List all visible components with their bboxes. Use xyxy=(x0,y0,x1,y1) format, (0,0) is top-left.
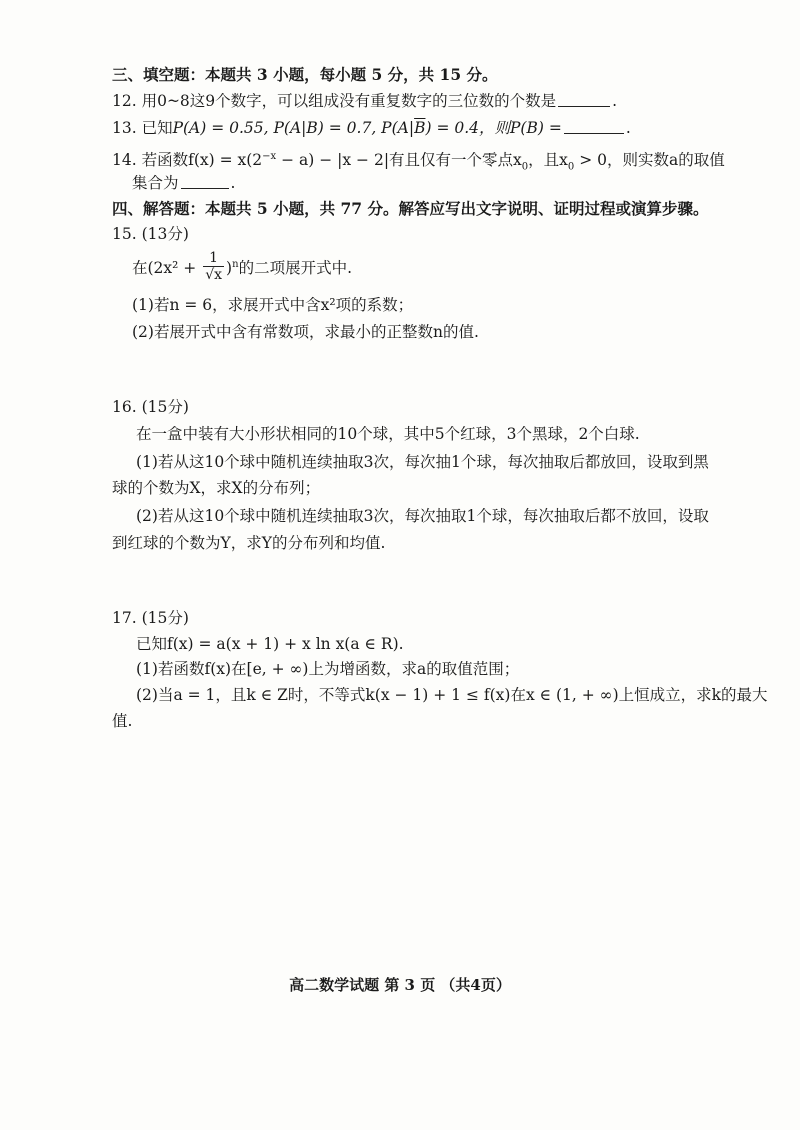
q17-part2-line2: 值. xyxy=(112,712,133,730)
q14-answer-blank[interactable] xyxy=(181,174,229,189)
q15-part2: (2)若展开式中含有常数项，求最小的正整数n的值. xyxy=(132,323,479,341)
question-13 xyxy=(112,117,631,139)
q17-part1: (1)若函数f(x)在[e, + ∞)上为增函数，求a的取值范围； xyxy=(136,660,520,678)
question-12 xyxy=(112,90,617,112)
q15-fraction xyxy=(203,251,224,283)
q13-end: . xyxy=(625,119,631,137)
q14-end: . xyxy=(230,174,236,192)
q13-expr: P(A) = 0.55, P(A|B) = 0.7, P(A| xyxy=(172,119,415,137)
q14-line2-text: 集合为 xyxy=(132,174,179,192)
q14-part-d: > 0，则实数a的取值 xyxy=(574,151,725,170)
q17-stem: 已知f(x) = a(x + 1) + x ln x(a ∈ R). xyxy=(136,635,404,653)
section4-heading: 四、解答题：本题共 5 小题，共 77 分。解答应写出文字说明、证明过程或演算步骤。 xyxy=(112,199,709,218)
q15-stem-sup: n xyxy=(232,259,239,270)
q12-answer-blank[interactable] xyxy=(558,92,610,107)
q15-stem-b: ) xyxy=(226,259,233,278)
q15-frac-den: √x xyxy=(205,267,223,284)
q17-header: 17. (15分) xyxy=(112,609,189,627)
q17-part2-line1: (2)当a = 1，且k ∈ Z时，不等式k(x − 1) + 1 ≤ f(x)在x ∈ (1, + ∞)上恒成立，求k的最大 xyxy=(136,686,768,704)
q14-sub2: 0 xyxy=(567,161,575,173)
q14-part-b: − a) − |x − 2|有且仅有一个零点x xyxy=(276,151,522,170)
q13-prefix: 13. 已知 xyxy=(112,119,173,137)
q15-stem xyxy=(132,247,352,286)
q15-frac-num: 1 xyxy=(209,250,219,267)
q15-header: 15. (13分) xyxy=(112,225,189,243)
q15-stem-c: 的二项展开式中. xyxy=(238,259,352,278)
q16-stem: 在一盒中装有大小形状相同的10个球，其中5个红球，3个黑球，2个白球. xyxy=(136,425,640,443)
page-footer: 高二数学试题 第 3 页 （共4页） xyxy=(289,976,511,994)
q13-answer-blank[interactable] xyxy=(564,119,624,134)
q14-part-a: 14. 若函数f(x) = x(2 xyxy=(112,151,263,170)
q16-header: 16. (15分) xyxy=(112,398,189,416)
q16-part2-line2: 到红球的个数为Y，求Y的分布列和均值. xyxy=(112,534,386,552)
section3-heading: 三、填空题：本题共 3 小题，每小题 5 分，共 15 分。 xyxy=(112,65,498,84)
q16-part2-line1: (2)若从这10个球中随机连续抽取3次，每次抽取1个球，每次抽取后都不放回，设取 xyxy=(136,507,709,525)
q12-text: 12. 用0~8这9个数字，可以组成没有重复数字的三位数的个数是 xyxy=(112,92,557,110)
q14-sup: −x xyxy=(262,151,277,162)
q13-expr2: ) = 0.4，则P(B) = xyxy=(425,119,562,137)
q16-part1-line1: (1)若从这10个球中随机连续抽取3次，每次抽1个球，每次抽取后都放回，设取到黑 xyxy=(136,453,709,471)
q13-bar-b: $\overline{B}$ xyxy=(414,119,426,137)
q15-stem-a: 在(2x² + xyxy=(132,259,202,278)
question-14-line2 xyxy=(132,172,235,194)
q15-part1: (1)若n = 6，求展开式中含x²项的系数； xyxy=(132,296,414,314)
q12-end: . xyxy=(612,92,618,110)
q14-part-c: ，且x xyxy=(528,151,568,170)
q16-part1-line2: 球的个数为X，求X的分布列； xyxy=(112,479,321,497)
q14-sub: 0 xyxy=(521,161,529,173)
